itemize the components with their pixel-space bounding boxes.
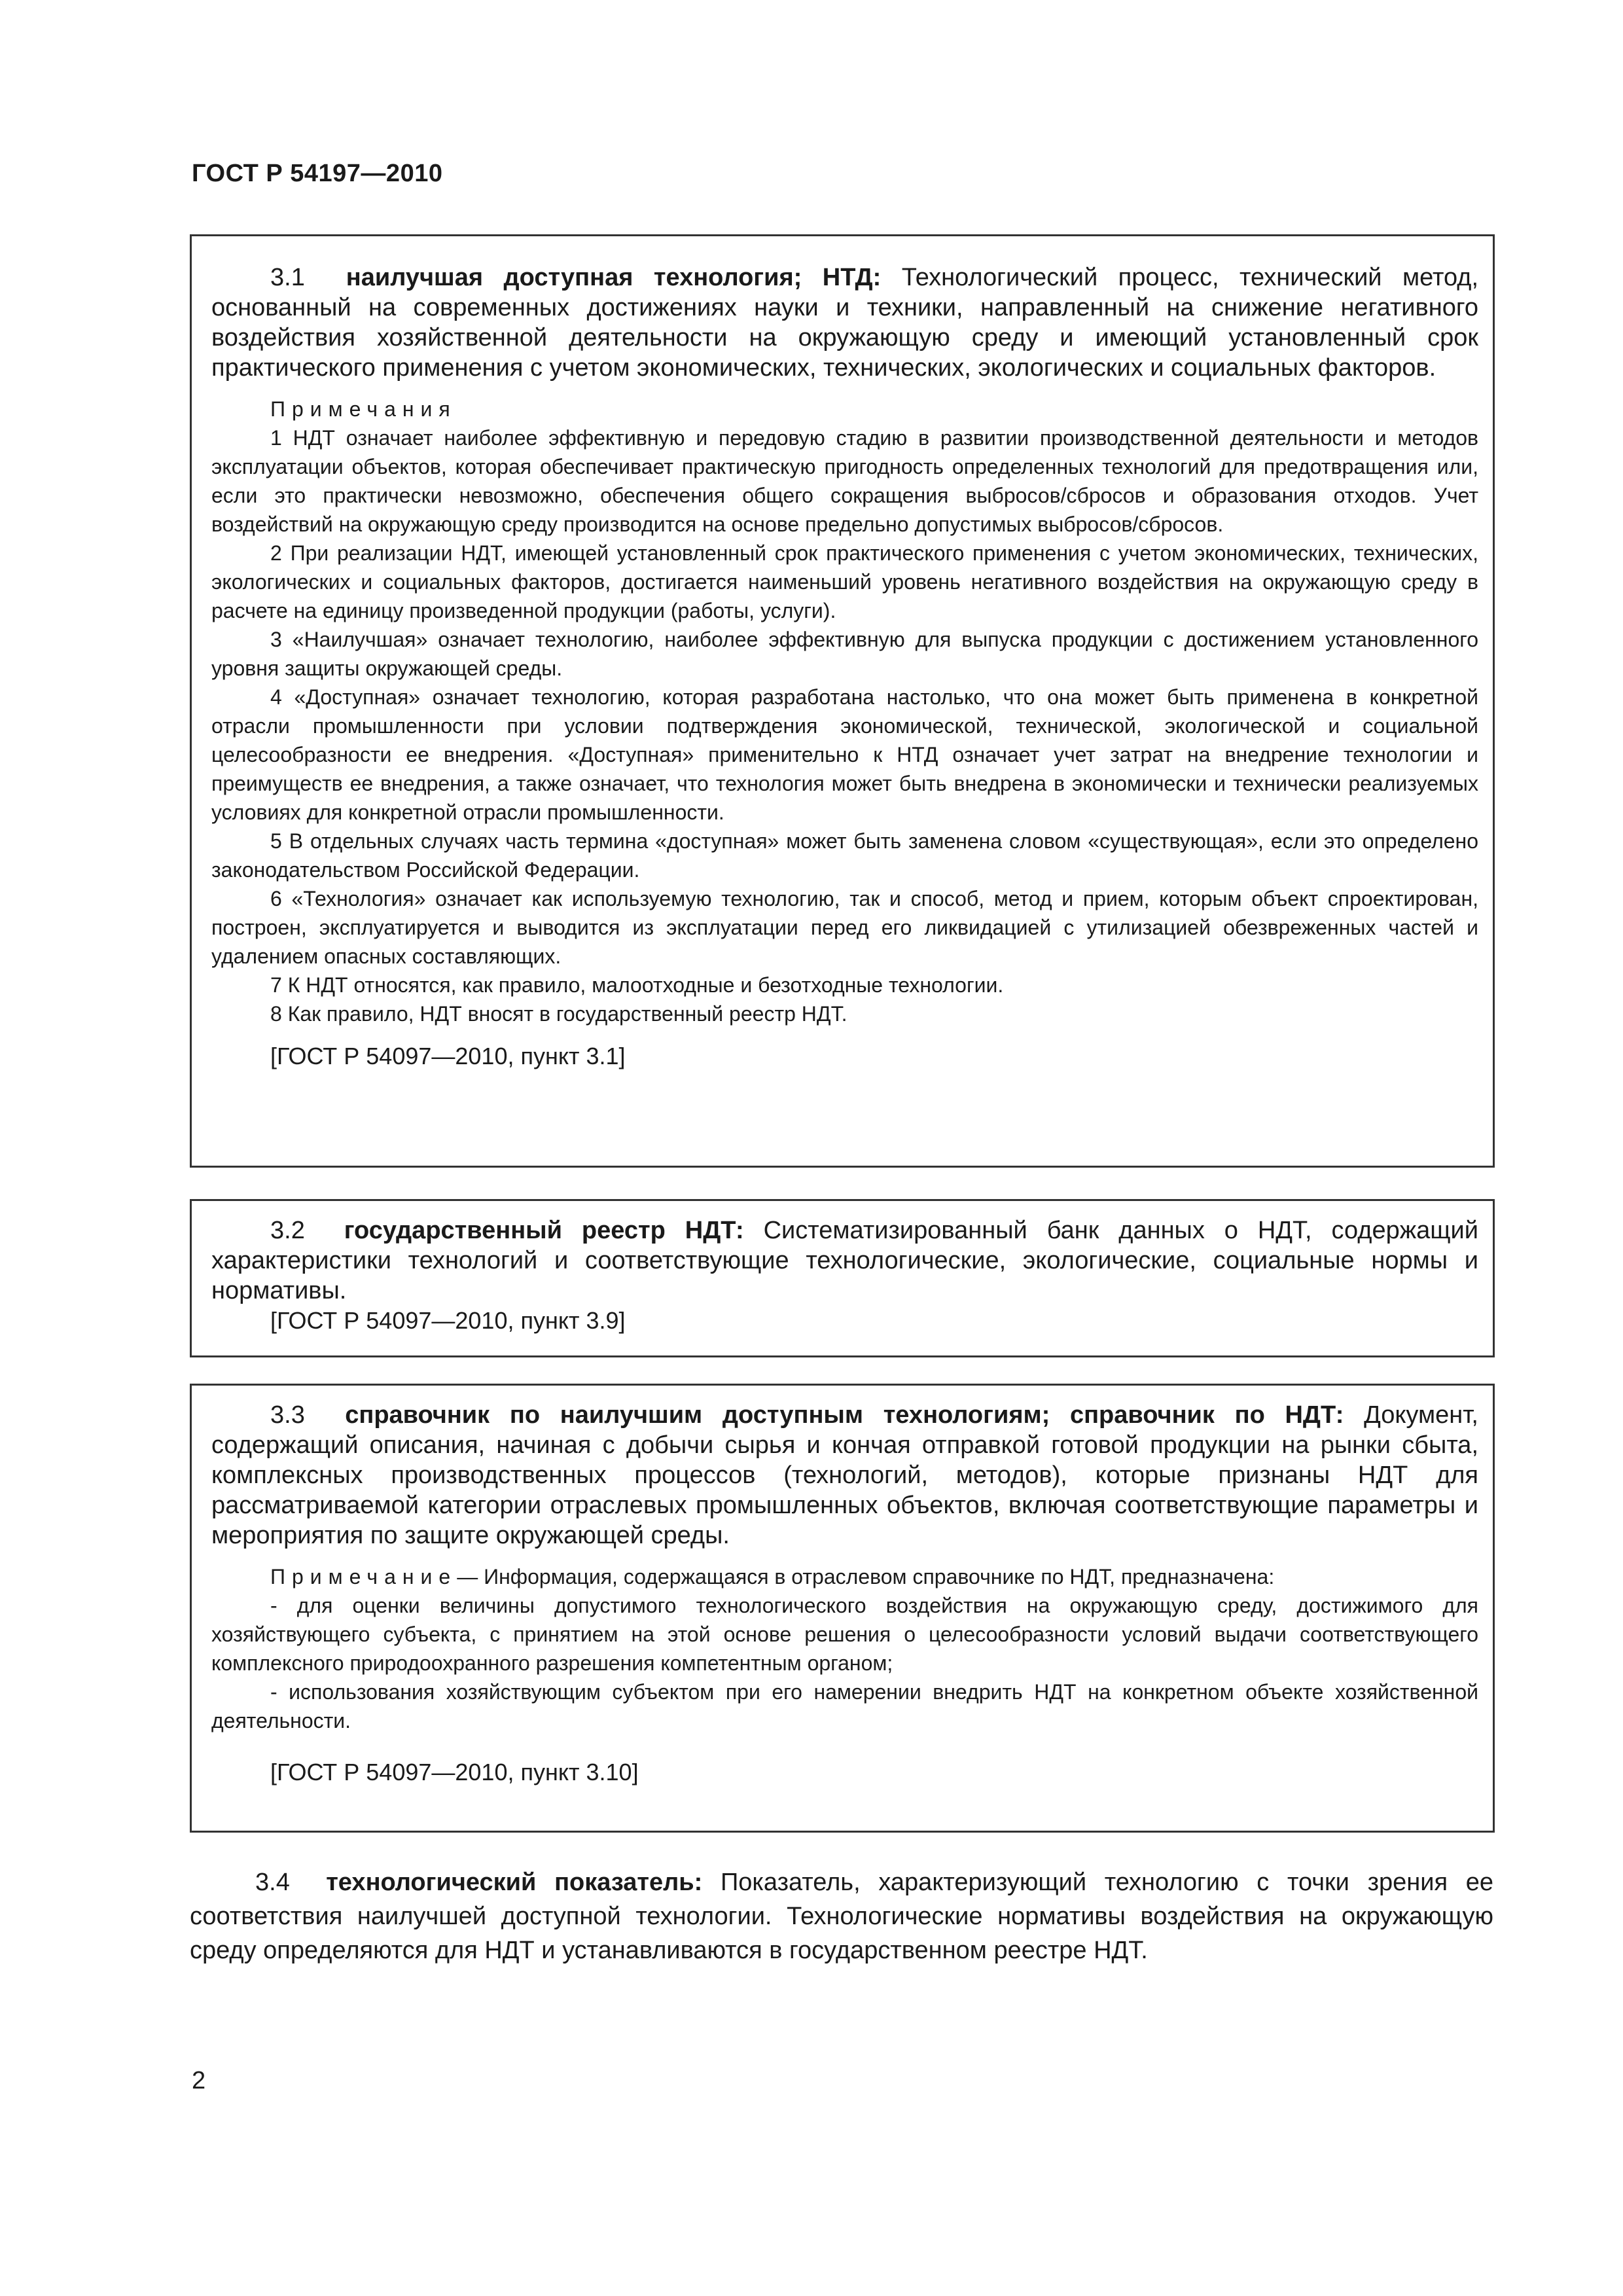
definition-paragraph <box>211 1215 1478 1306</box>
term-definition: Систематизированный банк данных о НДТ, содержащий характеристики технологий и соответствующие технологические, экологические, социальные нормы и нормативы. <box>211 1217 1478 1304</box>
note-intro <box>211 1562 1478 1591</box>
note-item: 3 «Наилучшая» означает технологию, наиболее эффективную для выпуска продукции с достижением установленного уровня защиты окружающей среды. <box>211 628 1478 680</box>
note-item: 6 «Технология» означает как используемую технологию, так и способ, метод и прием, которым объект спроектирован, построен, эксплуатируется и выводится из эксплуатации перед его ликвидацией с утилизацией обезвреженных частей и удалением опасных составляющих. <box>211 887 1478 968</box>
term-definition: Документ, содержащий описания, начиная с добычи сырья и кончая отправкой готовой продукции на рынки сбыта, комплексных производственных процессов (технологий, методов), которые признаны НДТ для рассматриваемой категории отраслевых промышленных объектов, включая соответствующие параметры и мероприятия по защите окружающей среды. <box>211 1401 1478 1549</box>
term-number: 3.1 <box>270 264 305 291</box>
note-item: 2 При реализации НДТ, имеющей установленный срок практического применения с учетом экономических, технических, экологических и социальных факторов, достигается наименьший уровень негативного воздействия на окружающую среду в расчете на единицу произведенной продукции (работы, услуги). <box>211 541 1478 622</box>
note-item: 1 НДТ означает наиболее эффективную и передовую стадию в развитии производственной деятельности и методов эксплуатации объектов, которая обеспечивает практическую пригодность определенных технологий для предотвращения или, если это практически невозможно, обеспечения общего сокращения выбросов/сбросов и образования отходов. Учет воздействий на окружающую среду производится на основе предельно допустимых выбросов/сбросов. <box>211 426 1478 536</box>
note-item: 5 В отдельных случаях часть термина «доступная» может быть заменена словом «существующая», если это определено законодательством Российской Федерации. <box>211 829 1478 882</box>
term-name: наилучшая доступная технология; НТД: <box>346 264 882 291</box>
definition-box-3-3 <box>190 1384 1495 1833</box>
term-number: 3.3 <box>270 1401 305 1429</box>
term-name: государственный реестр НДТ: <box>344 1217 744 1244</box>
term-name: справочник по наилучшим доступным технологиям; справочник по НДТ: <box>345 1401 1344 1429</box>
note-item: - для оценки величины допустимого технологического воздействия на окружающую среду, достижимого для хозяйствующего субъекта, с принятием на этой основе решения о целесообразности условий выдачи соответствующего комплексного природоохранного разрешения компетентным органом; <box>211 1594 1478 1675</box>
definition-paragraph <box>211 1400 1478 1551</box>
page-number: 2 <box>192 2067 206 2094</box>
document-header: ГОСТ Р 54197—2010 <box>192 160 443 187</box>
note-intro-text: — Информация, содержащаяся в отраслевом справочнике по НДТ, предназначена: <box>457 1565 1275 1588</box>
definition-box-3-1 <box>190 234 1495 1168</box>
definition-paragraph <box>211 262 1478 383</box>
source-reference: [ГОСТ Р 54097—2010, пункт 3.1] <box>270 1043 626 1069</box>
term-definition: Технологический процесс, технический метод, основанный на современных достижениях науки и техники, направленный на снижение негативного воздействия хозяйственной деятельности на окружающую среду и имеющий установленный срок практического применения с учетом экономических, технических, экологических и социальных факторов. <box>211 264 1479 382</box>
source-reference: [ГОСТ Р 54097—2010, пункт 3.9] <box>270 1307 626 1334</box>
definition-paragraph-3-4 <box>190 1865 1493 1967</box>
term-name: технологический показатель: <box>326 1869 703 1896</box>
note-item: 8 Как правило, НДТ вносят в государственный реестр НДТ. <box>270 1002 847 1026</box>
term-number: 3.2 <box>270 1217 305 1244</box>
note-heading: Примечание <box>270 1565 457 1588</box>
definition-box-3-2 <box>190 1199 1495 1357</box>
source-reference: [ГОСТ Р 54097—2010, пункт 3.10] <box>270 1759 639 1785</box>
notes-heading: Примечания <box>270 397 457 421</box>
note-item: - использования хозяйствующим субъектом при его намерении внедрить НДТ на конкретном объекте хозяйственной деятельности. <box>211 1680 1478 1732</box>
note-item: 4 «Доступная» означает технологию, которая разработана настолько, что она может быть применена в конкретной отрасли промышленности при условии подтверждения экономической, технической, экологической и социальной целесообразности ее внедрения. «Доступная» применительно к НТД означает учет затрат на внедрение технологии и преимуществ ее внедрения, а также означает, что технология может быть внедрена в экономически и технически реализуемых условиях для конкретной отрасли промышленности. <box>211 685 1478 824</box>
term-definition: Показатель, характеризующий технологию с точки зрения ее соответствия наилучшей доступной технологии. Технологические нормативы воздействия на окружающую среду определяются для НДТ и устанавливаются в государственном реестре НДТ. <box>190 1869 1493 1964</box>
note-item: 7 К НДТ относятся, как правило, малоотходные и безотходные технологии. <box>270 973 1004 997</box>
term-number: 3.4 <box>255 1869 290 1896</box>
